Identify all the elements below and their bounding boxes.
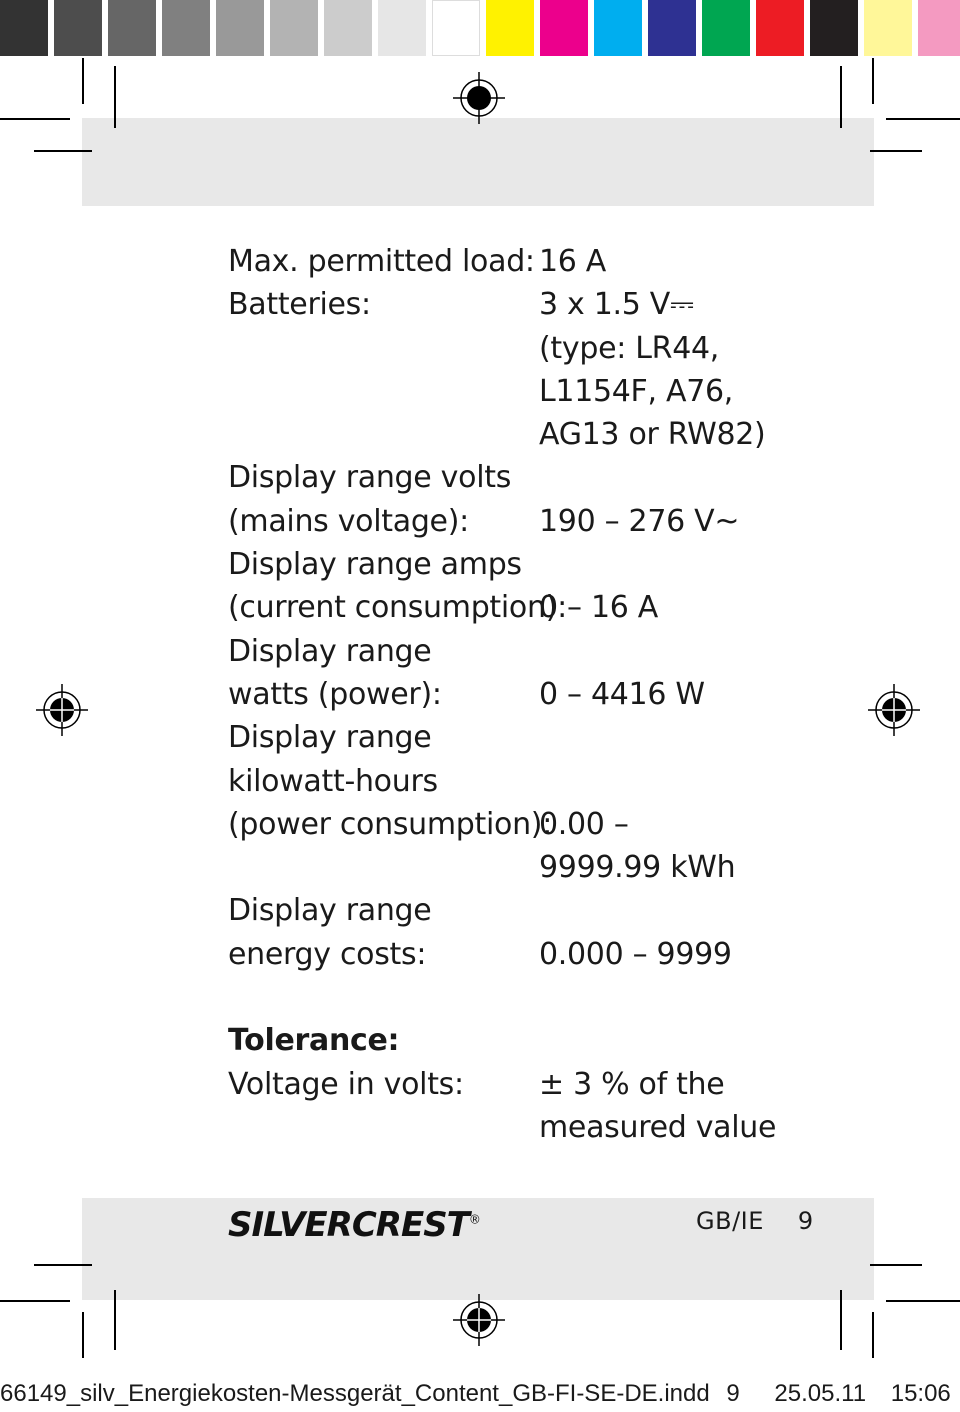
tolerance-row: Voltage in volts: ± 3 % of the [228,1066,725,1102]
print-slug [0,1380,960,1408]
registration-mark-right-icon [866,682,922,738]
spec-row: (power consumption): 0.00 – [228,806,629,842]
color-swatch [270,0,318,56]
color-swatch [162,0,210,56]
registration-mark-bottom-icon [451,1292,507,1348]
page-number: 9 [797,1207,814,1235]
technical-data [228,240,848,1149]
tolerance-heading: Tolerance: [228,1023,400,1059]
color-swatch [54,0,102,56]
color-swatch [702,0,750,56]
registration-mark-left-icon [34,682,90,738]
color-swatch [216,0,264,56]
spec-row: (current consumption): 0 – 16 A [228,590,658,626]
color-swatch [486,0,534,56]
color-swatch [594,0,642,56]
color-swatch [864,0,912,56]
spec-row: watts (power): 0 – 4416 W [228,676,705,712]
registration-mark-top-icon [451,70,507,126]
grayscale-color-bar [0,0,486,56]
locale-label: GB/IE [696,1207,764,1235]
spec-row: Max. permitted load: 16 A [228,244,607,279]
color-swatch [108,0,156,56]
color-swatch [756,0,804,56]
page-footer [696,1207,814,1235]
spec-row: Display range [228,633,432,669]
spec-row: AG13 or RW82) [539,417,766,453]
slug-page: 9 [726,1380,740,1407]
spec-row: (type: LR44, [539,330,720,366]
color-swatch [378,0,426,56]
color-swatch [810,0,858,56]
color-swatch [432,0,480,56]
color-swatch [648,0,696,56]
spec-row: (mains voltage): 190 – 276 V~ [228,503,740,539]
header-band [82,118,874,206]
spec-row: Display range [228,720,432,756]
slug-time: 15:06 [890,1380,951,1407]
spec-row: Display range volts [228,460,512,496]
color-swatch [0,0,48,56]
spec-row: energy costs: 0.000 – 9999 [228,936,732,972]
spec-row: L1154F, A76, [539,373,734,409]
color-swatch [324,0,372,56]
spec-row: 9999.99 kWh [539,850,736,886]
spec-row: Batteries: 3 x 1.5 V⎓ [228,287,694,323]
process-color-bar [486,0,960,56]
slug-filename: 66149_silv_Energiekosten-Messgerät_Content_GB-FI-SE-DE.indd [0,1380,710,1407]
brand-logo: SILVERCREST® [228,1205,480,1245]
slug-date: 25.05.11 [774,1380,867,1407]
spec-row: Display range [228,893,432,929]
color-swatch [918,0,960,56]
spec-row: Display range amps [228,547,522,583]
tolerance-row: measured value [539,1109,777,1145]
color-swatch [540,0,588,56]
spec-row: kilowatt-hours [228,763,438,799]
